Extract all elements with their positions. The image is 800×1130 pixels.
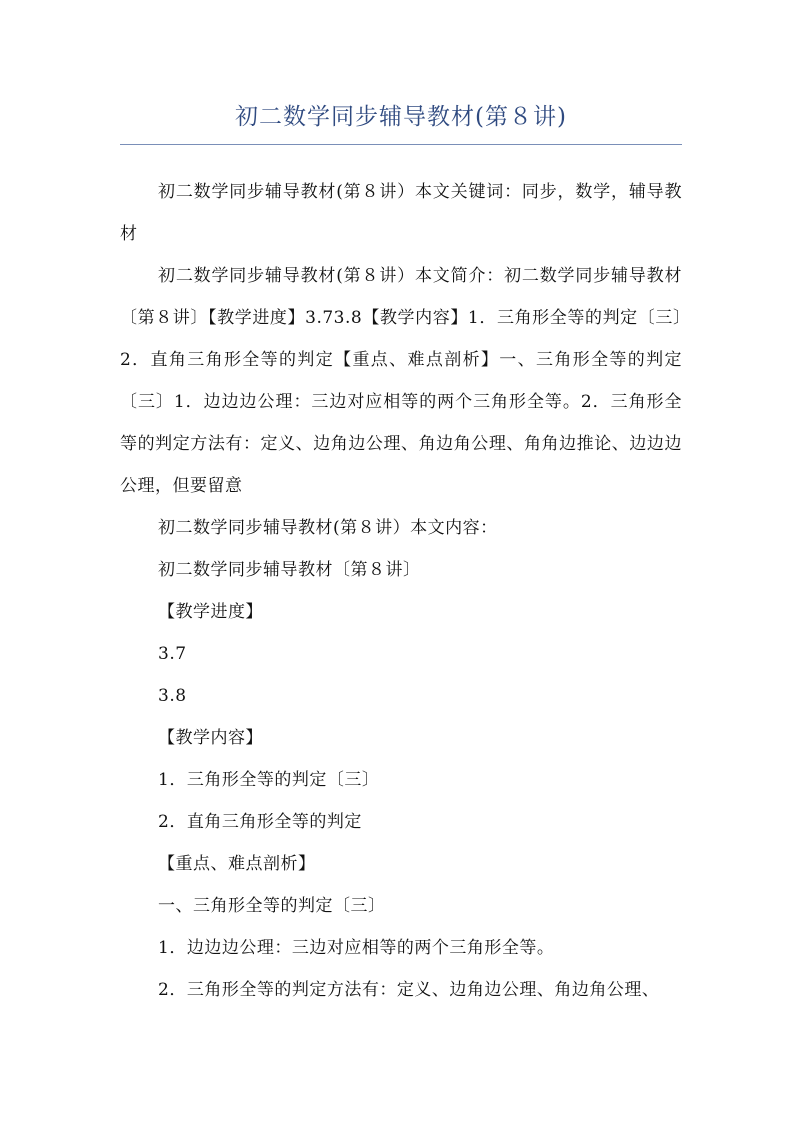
paragraph-teaching-content: 【教学内容】 — [158, 728, 263, 748]
paragraph-item-1: 1．三角形全等的判定〔三〕 — [158, 770, 380, 790]
paragraph-teaching-progress: 【教学进度】 — [158, 602, 263, 622]
document-body — [120, 171, 682, 1011]
paragraph-sss-axiom: 1．边边边公理：三边对应相等的两个三角形全等。 — [158, 938, 555, 958]
paragraph-item-2: 2．直角三角形全等的判定 — [158, 812, 362, 832]
paragraph-key-points: 【重点、难点剖析】 — [158, 854, 316, 874]
paragraph-section-3-8: 3.8 — [158, 686, 187, 706]
paragraph-section-3-7: 3.7 — [158, 644, 187, 664]
paragraph-heading: 初二数学同步辅导教材〔第８讲〕 — [158, 560, 421, 580]
paragraph-content-intro: 初二数学同步辅导教材(第８讲）本文内容： — [158, 518, 498, 538]
title-divider — [120, 144, 682, 145]
paragraph-keywords: 初二数学同步辅导教材(第８讲）本文关键词：同步，数学，辅导教材 — [120, 182, 682, 244]
paragraph-section-one: 一、三角形全等的判定〔三〕 — [158, 896, 386, 916]
paragraph-summary: 初二数学同步辅导教材(第８讲）本文简介：初二数学同步辅导教材〔第８讲〕【教学进度】3.73.8【教学内容】1．三角形全等的判定〔三〕2．直角三角形全等的判定【重点、难点剖析】一、三角形全等的判定〔三〕1．边边边公理：三边对应相等的两个三角形全等。2．三角形全等的判定方法有：定义、边角边公理、角边角公理、角角边推论、边边边公理，但要留意 — [120, 266, 682, 496]
document-title: 初二数学同步辅导教材(第８讲) — [235, 104, 567, 130]
paragraph-methods: 2．三角形全等的判定方法有：定义、边角边公理、角边角公理、 — [158, 980, 660, 1000]
